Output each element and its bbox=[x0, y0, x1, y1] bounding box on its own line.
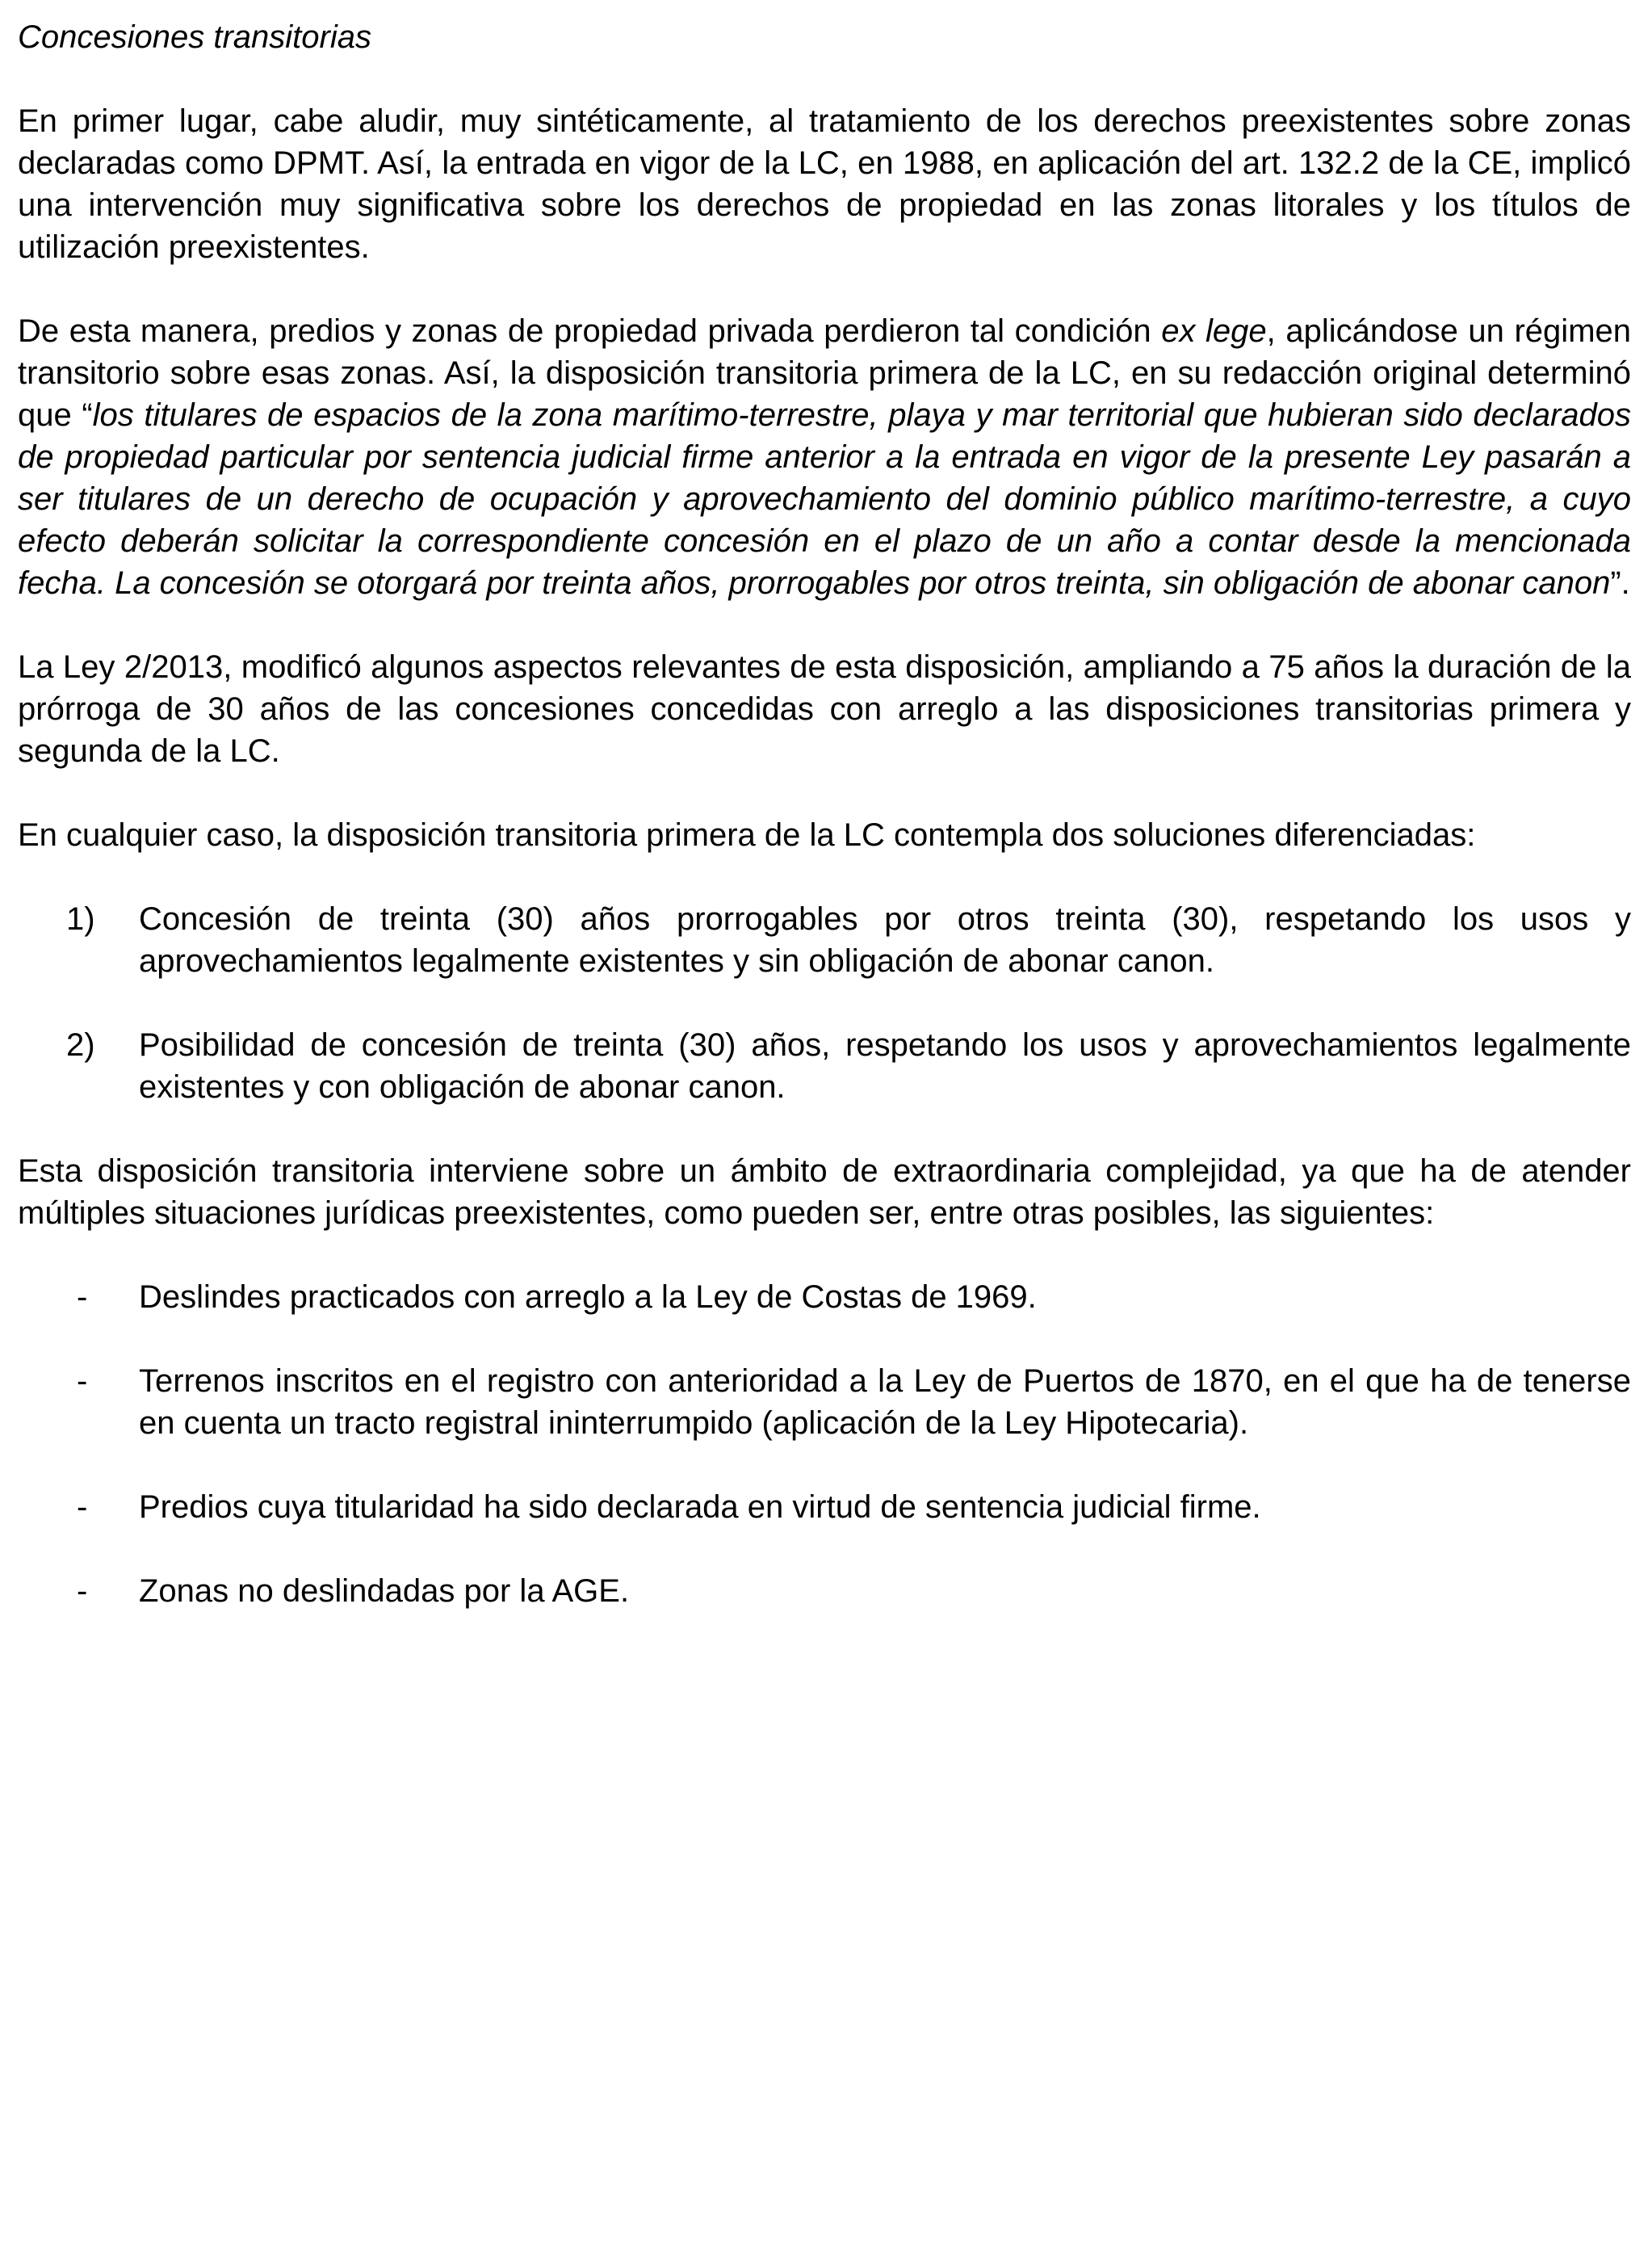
numbered-list bbox=[18, 898, 1631, 1108]
italic-legal-quote: los titulares de espacios de la zona marítimo-terrestre, playa y mar territorial que hubieran sido declarados de propiedad particular por sentencia judicial firme anterior a la entrada en vigor de la presente Ley pasarán a ser titulares de un derecho de ocupación y aprovechamiento del dominio público marítimo-terrestre, a cuyo efecto deberán solicitar la correspondiente concesión en el plazo de un año a contar desde la mencionada fecha. La concesión se otorgará por treinta años, prorrogables por otros treinta, sin obligación de abonar canon bbox=[18, 397, 1632, 601]
text-run: De esta manera, predios y zonas de propiedad privada perdieron tal condición bbox=[18, 313, 1162, 349]
paragraph-ley-2-2013: La Ley 2/2013, modificó algunos aspectos relevantes de esta disposición, ampliando a 75 años la duración de la prórroga de 30 años de las concesiones concedidas con arreglo a las disposiciones transitorias primera y segunda de la LC. bbox=[18, 649, 1631, 769]
list-item bbox=[18, 1276, 1631, 1318]
text-run: ”. bbox=[1610, 565, 1630, 601]
text-run: , aplicándose un régimen transitorio sobre esas zonas. Así, la disposición transitoria primera de la LC, en su redacción original determinó que “ bbox=[18, 313, 1632, 433]
list-item-text: Predios cuya titularidad ha sido declarada en virtud de sentencia judicial firme. bbox=[139, 1489, 1261, 1525]
list-item bbox=[18, 1486, 1631, 1528]
paragraph-derechos-preexistentes: En primer lugar, cabe aludir, muy sintéticamente, al tratamiento de los derechos preexistentes sobre zonas declaradas como DPMT. Así, la entrada en vigor de la LC, en 1988, en aplicación del art. 132.2 de la CE, implicó una intervención muy significativa sobre los derechos de propiedad en las zonas litorales y los títulos de utilización preexistentes. bbox=[18, 103, 1631, 265]
dash-list bbox=[18, 1276, 1631, 1612]
list-item bbox=[18, 1360, 1631, 1444]
list-marker: 2) bbox=[66, 1027, 95, 1063]
list-item-text: Zonas no deslindadas por la AGE. bbox=[139, 1573, 630, 1609]
list-item bbox=[18, 1570, 1631, 1612]
list-marker: - bbox=[77, 1573, 88, 1609]
paragraph-dos-soluciones: En cualquier caso, la disposición transitoria primera de la LC contempla dos soluciones diferenciadas: bbox=[18, 817, 1476, 853]
list-marker: - bbox=[77, 1363, 88, 1399]
paragraph-complejidad: Esta disposición transitoria interviene sobre un ámbito de extraordinaria complejidad, ya que ha de atender múltiples situaciones jurídicas preexistentes, como pueden ser, entre otras posibles, las siguientes: bbox=[18, 1153, 1631, 1231]
document-page bbox=[18, 16, 1631, 1654]
list-item-text: Posibilidad de concesión de treinta (30) años, respetando los usos y aprovechamientos legalmente existentes y con obligación de abonar canon. bbox=[139, 1027, 1631, 1105]
list-item bbox=[18, 898, 1631, 982]
section-heading: Concesiones transitorias bbox=[18, 19, 371, 55]
list-item-text: Concesión de treinta (30) años prorrogables por otros treinta (30), respetando los usos y aprovechamientos legalmente existentes y sin obligación de abonar canon. bbox=[139, 901, 1631, 979]
italic-ex-lege: ex lege bbox=[1161, 313, 1267, 349]
list-marker: - bbox=[77, 1489, 88, 1525]
list-marker: 1) bbox=[66, 901, 95, 937]
list-item-text: Terrenos inscritos en el registro con anterioridad a la Ley de Puertos de 1870, en el que ha de tenerse en cuenta un tracto registral ininterrumpido (aplicación de la Ley Hipotecaria). bbox=[139, 1363, 1631, 1441]
list-item bbox=[18, 1024, 1631, 1108]
list-item-text: Deslindes practicados con arreglo a la Ley de Costas de 1969. bbox=[139, 1279, 1037, 1315]
paragraph-regimen-transitorio bbox=[18, 310, 1631, 604]
list-marker: - bbox=[77, 1279, 88, 1315]
